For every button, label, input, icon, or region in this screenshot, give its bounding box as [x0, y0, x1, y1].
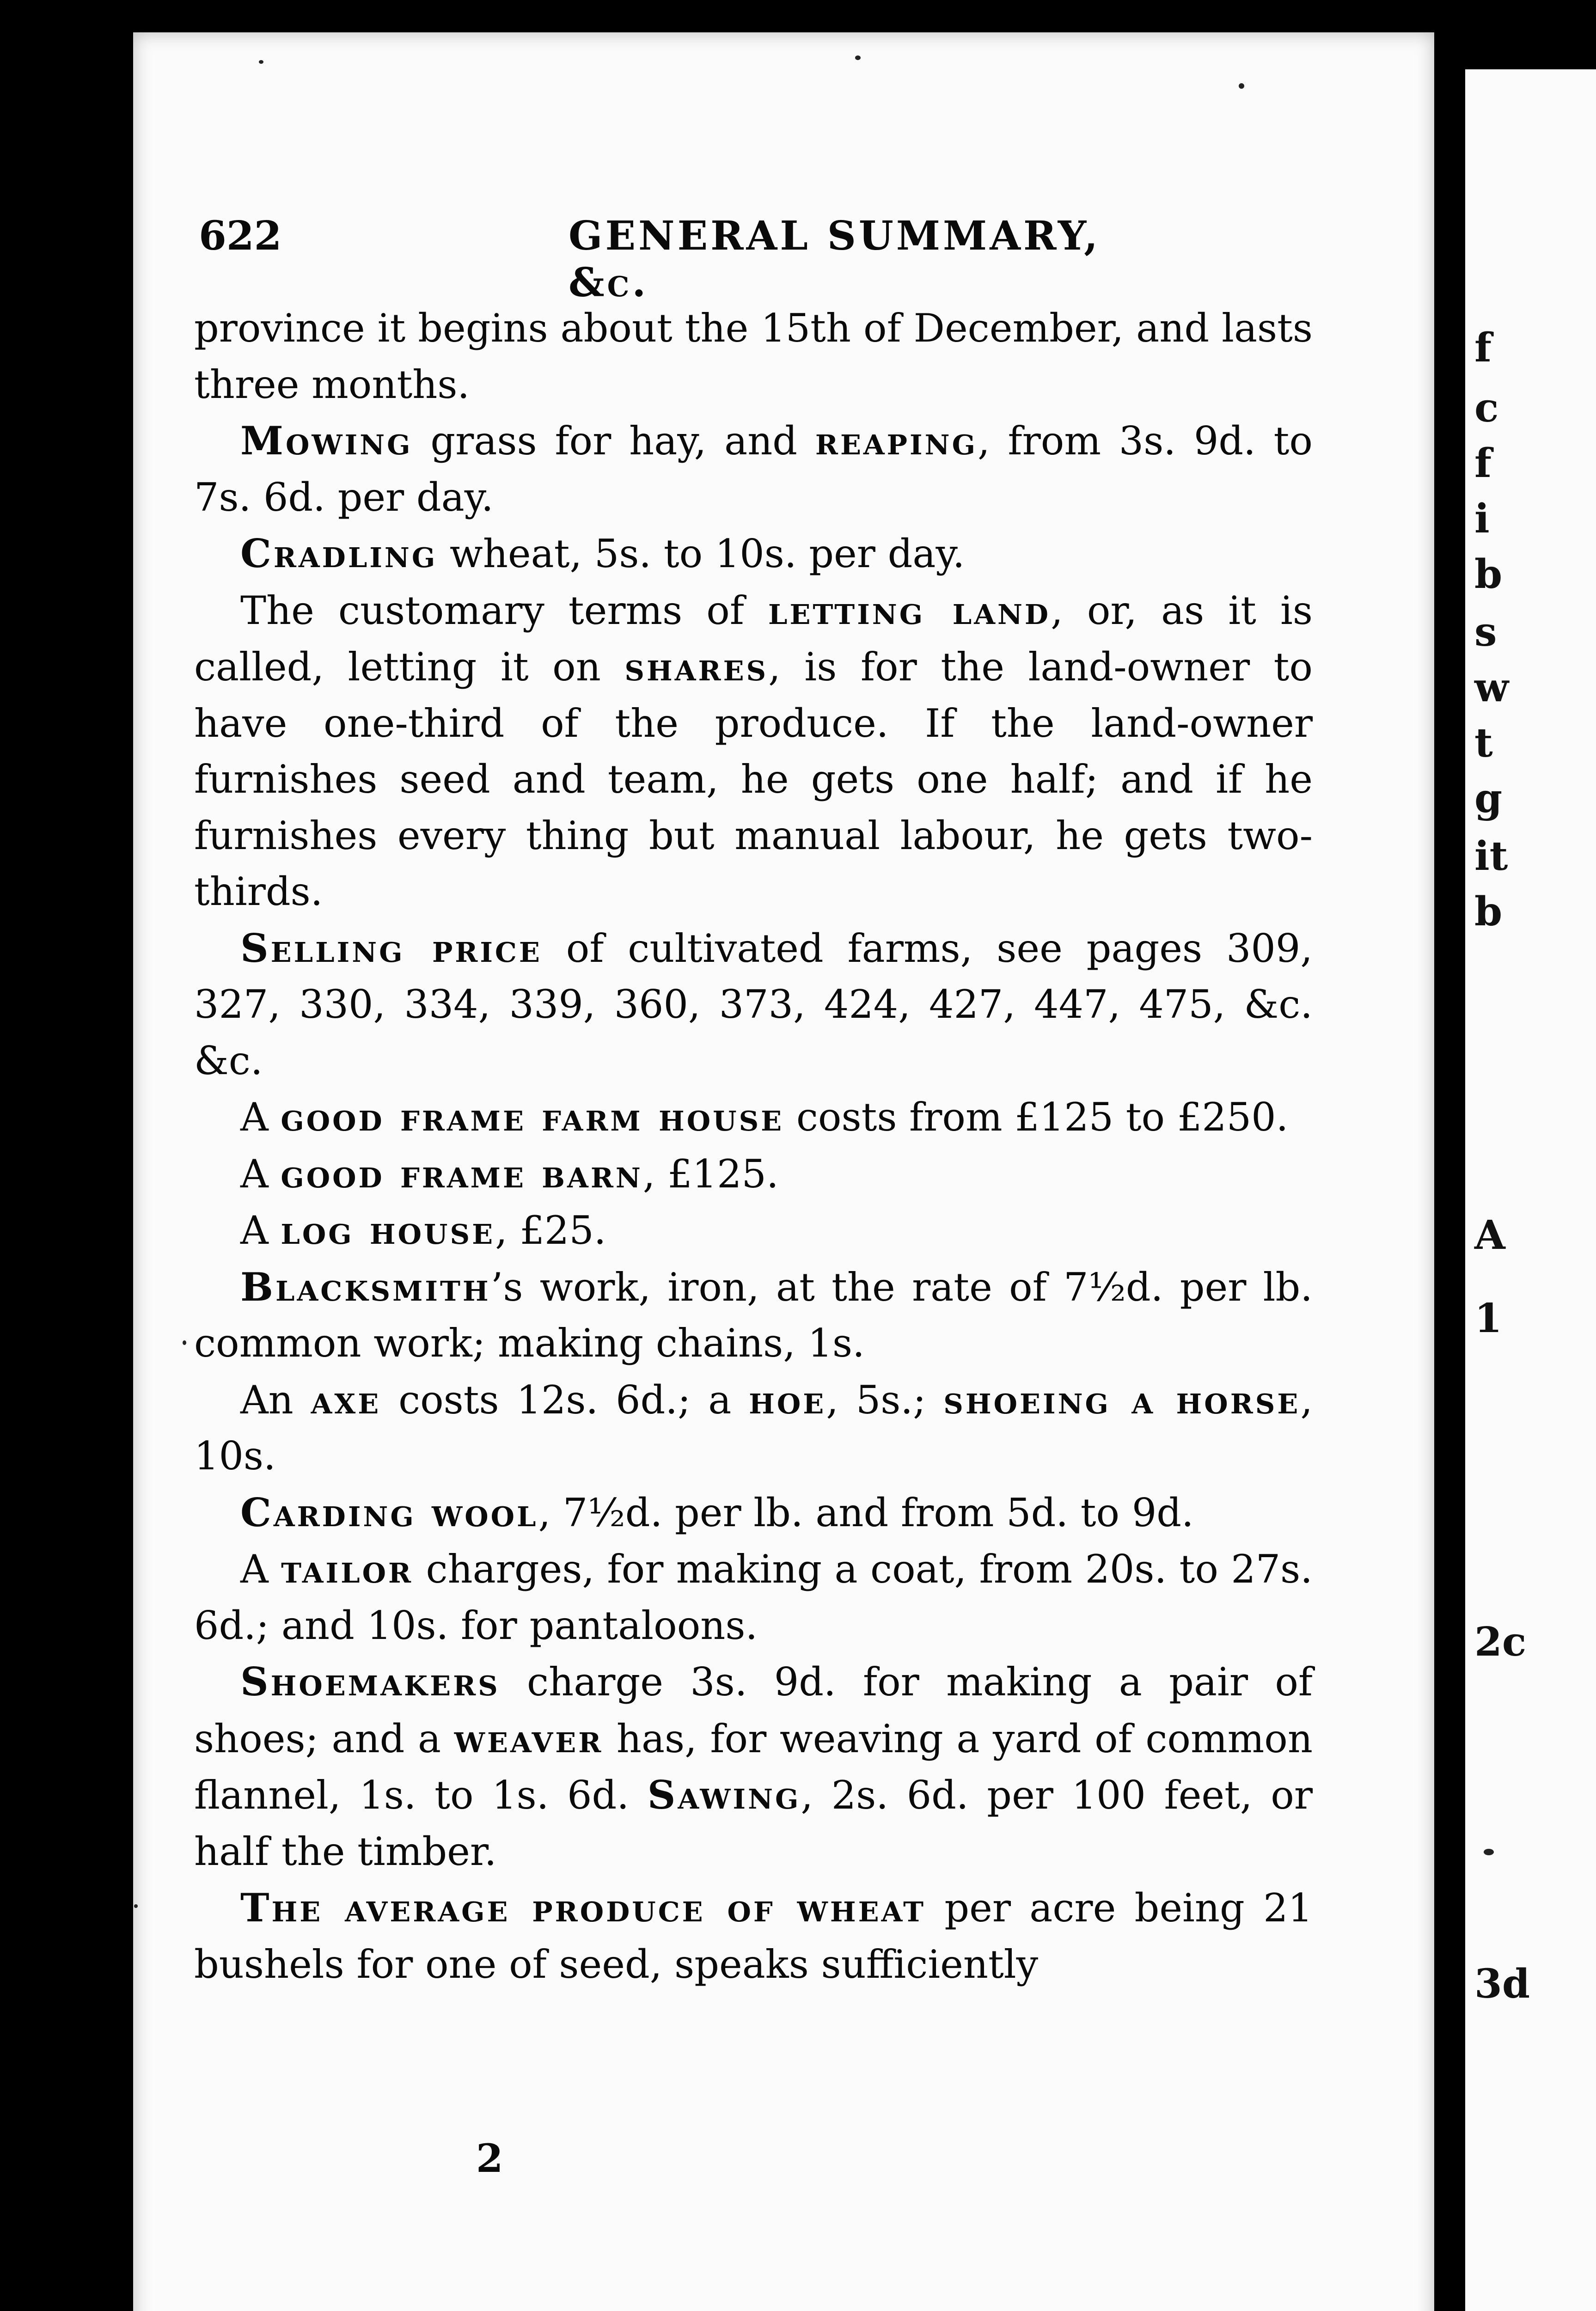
adjacent-page-fragment: f	[1474, 440, 1492, 487]
scan-speck	[183, 1340, 186, 1345]
page-header	[199, 213, 1123, 306]
scan-speck	[134, 1904, 138, 1908]
paragraph-cradling: Cradling wheat, 5s. to 10s. per day.	[240, 531, 965, 576]
scan-speck	[1239, 83, 1244, 89]
adjacent-page-fragment: 2c	[1474, 1619, 1527, 1665]
adjacent-page-fragment: c	[1474, 385, 1499, 431]
page-number: 622	[199, 213, 282, 259]
signature-mark: 2	[476, 2135, 503, 2181]
paragraph-frame-farm-house: A good frame farm house costs from £125 to £250.	[240, 1094, 1289, 1140]
adjacent-page-fragment: b	[1474, 888, 1503, 935]
paragraph-average-produce: The average produce of wheat per acre being 21 bushels for one of seed, speaks sufficiently	[194, 1885, 1313, 1987]
paragraph-tailor: A tailor charges, for making a coat, from 20s. to 27s. 6d.; and 10s. for pantaloons.	[194, 1546, 1313, 1648]
paragraph-blacksmith: Blacksmith’s work, iron, at the rate of 7½d. per lb. common work; making chains, 1s.	[194, 1264, 1313, 1366]
adjacent-page-edge	[1465, 69, 1596, 2311]
adjacent-page-fragment: g	[1474, 775, 1503, 822]
paragraph-mowing: Mowing grass for hay, and reaping, from 3s. 9d. to 7s. 6d. per day.	[194, 418, 1313, 520]
paragraph-selling-price: Selling price of cultivated farms, see pages 309, 327, 330, 334, 339, 360, 373, 424, 427, 447, 475, &c. &c.	[194, 925, 1313, 1083]
paragraph-axe-hoe: An axe costs 12s. 6d.; a hoe, 5s.; shoeing a horse, 10s.	[194, 1376, 1313, 1479]
adjacent-page-fragment: it	[1474, 833, 1508, 880]
paragraph-carding-wool: Carding wool, 7½d. per lb. and from 5d. to 9d.	[240, 1489, 1194, 1535]
paragraph-frame-barn: A good frame barn, £125.	[240, 1150, 779, 1197]
adjacent-page-fragment: s	[1474, 609, 1497, 655]
scan-speck	[1484, 1849, 1494, 1855]
adjacent-page-fragment: A	[1474, 1212, 1505, 1259]
paragraph-shoemakers: Shoemakers charge 3s. 9d. for making a pair of shoes; and a weaver has, for weaving a yard of common flannel, 1s. to 1s. 6d. Sawing, 2s. 6d. per 100 feet, or half the timber.	[194, 1659, 1313, 1874]
adjacent-page-fragment: i	[1474, 495, 1490, 542]
paragraph-log-house: A log house, £25.	[240, 1207, 606, 1253]
adjacent-page-fragment: t	[1474, 720, 1493, 766]
paragraph-letting-land: The customary terms of letting land, or, as it is called, letting it on shares, is for the land-owner to have one-third of the produce. If the land-owner furnishes seed and team, he gets one half; and if he furnishes every thing but manual labour, he gets two-thirds.	[194, 587, 1313, 914]
adjacent-page-fragment: 1	[1474, 1295, 1502, 1342]
adjacent-page-fragment: 3d	[1474, 1961, 1530, 2007]
scan-speck	[259, 60, 263, 64]
adjacent-page-fragment: b	[1474, 551, 1503, 598]
paragraph-continuation: province it begins about the 15th of December, and lasts three months.	[194, 306, 1313, 407]
scan-speck	[855, 55, 861, 60]
page-body	[194, 300, 1313, 1993]
adjacent-page-fragment: w	[1474, 664, 1509, 711]
running-head: GENERAL SUMMARY, &c.	[569, 213, 1101, 306]
adjacent-page-fragment: f	[1474, 324, 1492, 371]
